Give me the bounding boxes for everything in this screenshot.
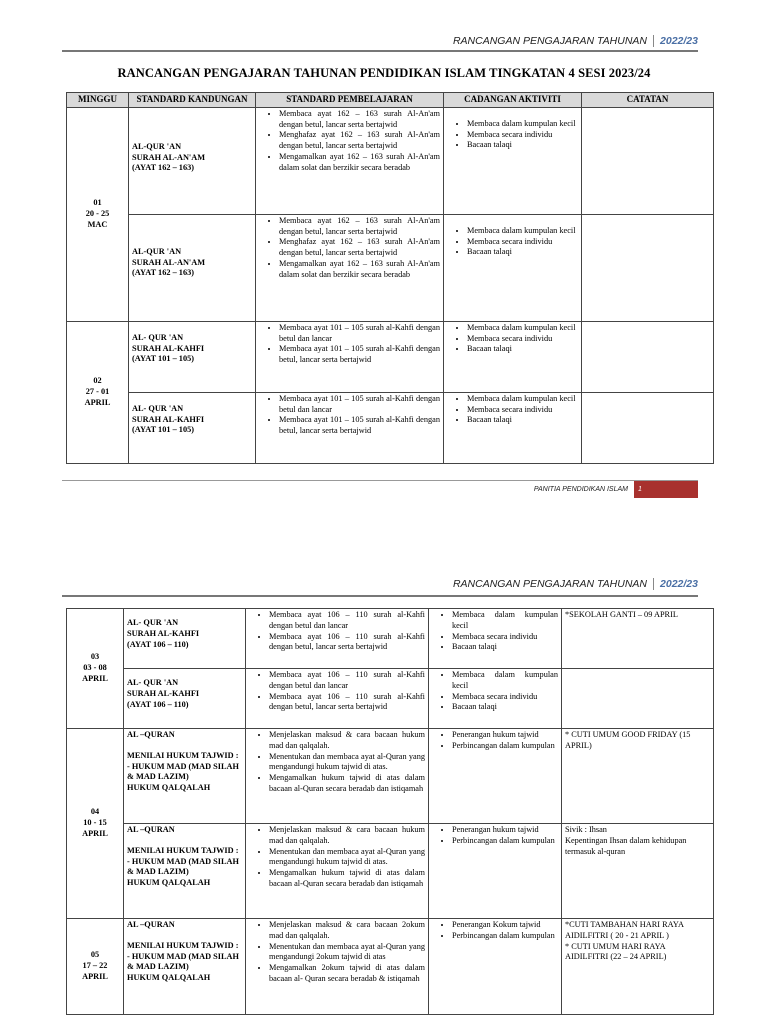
sk-line: SURAH AL-KAHFI (132, 343, 205, 353)
week-dates: 17 – 22 (82, 961, 108, 971)
sk-line: AL-QUR 'AN (132, 246, 182, 256)
week-number: 03 (90, 652, 100, 662)
standard-kandungan-cell (124, 919, 246, 1015)
header-year: 2022/23 (653, 578, 698, 590)
standard-kandungan-cell (124, 824, 246, 919)
standard-kandungan-cell (129, 321, 256, 392)
list-item: • Membaca ayat 101 – 105 surah al-Kahfi dengan betul dan lancar (279, 394, 440, 416)
week-number: 04 (90, 807, 100, 817)
standard-kandungan-cell (129, 214, 256, 321)
week-dates: 03 - 08 (83, 663, 107, 673)
sk-line: MENILAI HUKUM TAJWID : (127, 845, 239, 855)
table-row (67, 669, 714, 729)
catatan-cell: *SEKOLAH GANTI – 09 APRIL (562, 609, 714, 669)
table-row (67, 392, 714, 463)
catatan-cell: * CUTI UMUM GOOD FRIDAY (15 APRIL) (562, 729, 714, 824)
catatan-cell (582, 107, 714, 214)
table-row (67, 824, 714, 919)
standard-pembelajaran-cell (256, 321, 444, 392)
sk-line: HUKUM QALQALAH (127, 783, 211, 793)
catatan-cell (582, 214, 714, 321)
sk-line: - HUKUM MAD (MAD SILAH & MAD LAZIM) (127, 761, 239, 782)
standard-kandungan-cell (124, 669, 246, 729)
list-item: • Mengamalkan hukum tajwid di atas dalam bacaan al-Quran secara beradab dan istiqamah (269, 868, 425, 890)
cadangan-aktiviti-cell (429, 824, 562, 919)
standard-pembelajaran-cell (256, 214, 444, 321)
catatan-cell (582, 392, 714, 463)
list-item: • Menjelaskan maksud & cara bacaan 2okum mad dan qalqalah. (269, 920, 425, 942)
week-month: APRIL (82, 673, 108, 683)
sk-line: HUKUM QALQALAH (127, 878, 211, 888)
list-item: • Mengamalkan hukum tajwid di atas dalam bacaan al-Quran secara beradab dan istiqamah (269, 773, 425, 795)
list-item: • Menjelaskan maksud & cara bacaan hukum mad dan qalqalah. (269, 730, 425, 752)
cadangan-aktiviti-cell (444, 214, 582, 321)
header-title: RANCANGAN PENGAJARAN TAHUNAN (452, 578, 648, 590)
list-item: • Membaca dalam kumpulan kecil (467, 394, 578, 405)
list-item: • Perbincangan dalam kumpulan (452, 836, 558, 847)
list-item: • Membaca dalam kumpulan kecil (452, 610, 558, 632)
week-number: 02 (93, 376, 102, 386)
sk-line: AL –QURAN (127, 825, 175, 834)
list-item: • Membaca dalam kumpulan kecil (467, 226, 578, 237)
list-item: • Menghafaz ayat 162 – 163 surah Al-An'am dengan betul, lancar serta bertajwid (279, 130, 440, 152)
list-item: • Membaca secara individu (467, 334, 578, 345)
sk-line: (AYAT 162 – 163) (132, 163, 195, 173)
week-number: 05 (90, 950, 100, 960)
standard-kandungan-cell (124, 729, 246, 824)
page-number: 1 (634, 481, 698, 498)
list-item: • Membaca secara individu (467, 130, 578, 141)
sk-line: SURAH AL-KAHFI (127, 688, 200, 698)
list-item: • Bacaan talaqi (467, 247, 578, 258)
list-item: • Membaca dalam kumpulan kecil (467, 323, 578, 334)
list-item: • Mengamalkan ayat 162 – 163 surah Al-An'am dalam solat dan berzikir secara beradab (279, 152, 440, 174)
week-cell (67, 321, 129, 463)
list-item: • Menjelaskan maksud & cara bacaan hukum mad dan qalqalah. (269, 825, 425, 847)
week-dates: 20 - 25 (85, 209, 110, 218)
header-rule (62, 595, 698, 597)
catatan-cell: *CUTI TAMBAHAN HARI RAYA AIDILFITRI ( 20 - 21 APRIL ) * CUTI UMUM HARI RAYA AIDILFITRI (22 – 24 APRIL) (562, 919, 714, 1015)
list-item: • Membaca ayat 106 – 110 surah al-Kahfi dengan betul dan lancar (269, 670, 425, 692)
col-cadangan-aktiviti: CADANGAN AKTIVITI (444, 93, 582, 108)
col-catatan: CATATAN (582, 93, 714, 108)
standard-pembelajaran-cell (246, 729, 429, 824)
list-item: • Bacaan talaqi (467, 140, 578, 151)
header-year: 2022/23 (653, 35, 698, 47)
list-item: • Membaca dalam kumpulan kecil (452, 670, 558, 692)
week-cell (67, 729, 124, 919)
col-standard-pembelajaran: STANDARD PEMBELAJARAN (256, 93, 444, 108)
sk-line: (AYAT 162 – 163) (132, 268, 195, 278)
document-title: RANCANGAN PENGAJARAN TAHUNAN PENDIDIKAN ISLAM TINGKATAN 4 SESI 2023/24 (117, 66, 651, 80)
sk-line: AL- QUR 'AN (132, 403, 184, 413)
standard-pembelajaran-cell (246, 669, 429, 729)
sk-line: AL –QURAN (127, 920, 175, 929)
list-item: • Membaca ayat 106 – 110 surah al-Kahfi dengan betul dan lancar (269, 610, 425, 632)
sk-line: SURAH AL-AN'AM (132, 257, 206, 267)
list-item: • Membaca ayat 101 – 105 surah al-Kahfi dengan betul, lancar serta bertajwid (279, 344, 440, 366)
list-item: • Penerangan hukum tajwid (452, 730, 558, 741)
sk-line: AL- QUR 'AN (127, 618, 179, 627)
page-header (453, 35, 698, 47)
list-item: • Membaca secara individu (452, 632, 558, 643)
cadangan-aktiviti-cell (429, 919, 562, 1015)
list-item: • Membaca ayat 106 – 110 surah al-Kahfi dengan betul, lancar serta bertajwid (269, 632, 425, 654)
sk-spacer (127, 741, 242, 751)
list-item: • Perbincangan dalam kumpulan (452, 931, 558, 942)
list-item: • Bacaan talaqi (452, 642, 558, 653)
list-item: • Membaca secara individu (452, 692, 558, 703)
header-title: RANCANGAN PENGAJARAN TAHUNAN (452, 35, 648, 47)
sk-line: SURAH AL-AN'AM (132, 152, 206, 162)
list-item: • Penerangan hukum tajwid (452, 825, 558, 836)
col-standard-kandungan: STANDARD KANDUNGAN (129, 93, 256, 108)
week-dates: 27 - 01 (85, 387, 110, 396)
catatan-cell (562, 669, 714, 729)
standard-pembelajaran-cell (256, 107, 444, 214)
table-row (67, 919, 714, 1015)
list-item: • Membaca dalam kumpulan kecil (467, 119, 578, 130)
sk-line: AL- QUR 'AN (127, 678, 179, 687)
cadangan-aktiviti-cell (444, 321, 582, 392)
header-rule (62, 50, 698, 52)
list-item: • Bacaan talaqi (467, 415, 578, 426)
week-cell (67, 107, 129, 321)
list-item: • Membaca ayat 101 – 105 surah al-Kahfi dengan betul, lancar serta bertajwid (279, 415, 440, 437)
sk-line: - HUKUM MAD (MAD SILAH & MAD LAZIM) (127, 951, 239, 972)
cadangan-aktiviti-cell (444, 107, 582, 214)
week-month: MAC (87, 219, 108, 229)
lesson-plan-table-page-1 (66, 92, 714, 464)
page-footer (534, 481, 698, 498)
list-item: • Membaca secara individu (467, 237, 578, 248)
lesson-plan-table-page-2 (66, 608, 714, 1015)
table-header-row (67, 93, 714, 108)
table-row (67, 609, 714, 669)
cadangan-aktiviti-cell (429, 729, 562, 824)
sk-line: AL-QUR 'AN (132, 141, 182, 151)
week-month: APRIL (82, 828, 108, 838)
table-row (67, 729, 714, 824)
standard-pembelajaran-cell (246, 919, 429, 1015)
page-2 (0, 520, 768, 1024)
table-row (67, 214, 714, 321)
sk-line: (AYAT 101 – 105) (132, 425, 195, 435)
week-dates: 10 - 15 (83, 818, 107, 828)
week-month: APRIL (84, 397, 111, 407)
list-item: • Menentukan dan membaca ayat al-Quran yang mengandungi hukum tajwid di atas. (269, 847, 425, 869)
sk-line: SURAH AL-KAHFI (132, 414, 205, 424)
sk-line: (AYAT 106 – 110) (127, 699, 189, 709)
list-item: • Membaca secara individu (467, 405, 578, 416)
catatan-cell: Sivik : Ihsan Kepentingan Ihsan dalam kehidupan termasuk al-quran (562, 824, 714, 919)
list-item: • Membaca ayat 162 – 163 surah Al-An'am dengan betul, lancar serta bertajwid (279, 109, 440, 131)
table-row (67, 107, 714, 214)
sk-line: MENILAI HUKUM TAJWID : (127, 750, 239, 760)
standard-pembelajaran-cell (256, 392, 444, 463)
list-item: • Membaca ayat 101 – 105 surah al-Kahfi dengan betul dan lancar (279, 323, 440, 345)
col-minggu: MINGGU (67, 93, 129, 108)
week-cell (67, 919, 124, 1015)
list-item: • Mengamalkan 2okum tajwid di atas dalam bacaan al- Quran secara beradab & istiqamah (269, 963, 425, 985)
list-item: • Membaca ayat 162 – 163 surah Al-An'am dengan betul, lancar serta bertajwid (279, 216, 440, 238)
list-item: • Bacaan talaqi (452, 702, 558, 713)
cadangan-aktiviti-cell (429, 609, 562, 669)
list-item: • Membaca ayat 106 – 110 surah al-Kahfi dengan betul, lancar serta bertajwid (269, 692, 425, 714)
list-item: • Menghafaz ayat 162 – 163 surah Al-An'am dengan betul, lancar serta bertajwid (279, 237, 440, 259)
standard-pembelajaran-cell (246, 824, 429, 919)
week-month: APRIL (82, 971, 108, 981)
standard-pembelajaran-cell (246, 609, 429, 669)
list-item: • Menentukan dan membaca ayat al-Quran yang mengandungi hukum tajwid di atas. (269, 752, 425, 774)
list-item: • Penerangan Kokum tajwid (452, 920, 558, 931)
sk-line: AL- QUR 'AN (132, 332, 184, 342)
list-item: • Bacaan talaqi (467, 344, 578, 355)
footer-text: PANITIA PENDIDIKAN ISLAM (533, 486, 628, 493)
week-number: 01 (93, 198, 102, 208)
catatan-cell (582, 321, 714, 392)
cadangan-aktiviti-cell (444, 392, 582, 463)
standard-kandungan-cell (129, 107, 256, 214)
week-cell (67, 609, 124, 729)
list-item: • Mengamalkan ayat 162 – 163 surah Al-An'am dalam solat dan berzikir secara beradab (279, 259, 440, 281)
sk-line: - HUKUM MAD (MAD SILAH & MAD LAZIM) (127, 856, 239, 877)
list-item: • Menentukan dan membaca ayat al-Quran yang mengandungi 2okum tajwid di atas (269, 942, 425, 964)
page-header (453, 578, 698, 590)
sk-line: MENILAI HUKUM TAJWID : (127, 940, 239, 950)
sk-line: (AYAT 101 – 105) (132, 354, 195, 364)
sk-spacer (127, 931, 242, 941)
cadangan-aktiviti-cell (429, 669, 562, 729)
sk-line: (AYAT 106 – 110) (127, 639, 189, 649)
standard-kandungan-cell (124, 609, 246, 669)
sk-line: SURAH AL-KAHFI (127, 628, 200, 638)
sk-line: AL –QURAN (127, 730, 175, 739)
sk-line: HUKUM QALQALAH (127, 973, 211, 983)
sk-spacer (127, 836, 242, 846)
table-row (67, 321, 714, 392)
standard-kandungan-cell (129, 392, 256, 463)
list-item: • Perbincangan dalam kumpulan (452, 741, 558, 752)
